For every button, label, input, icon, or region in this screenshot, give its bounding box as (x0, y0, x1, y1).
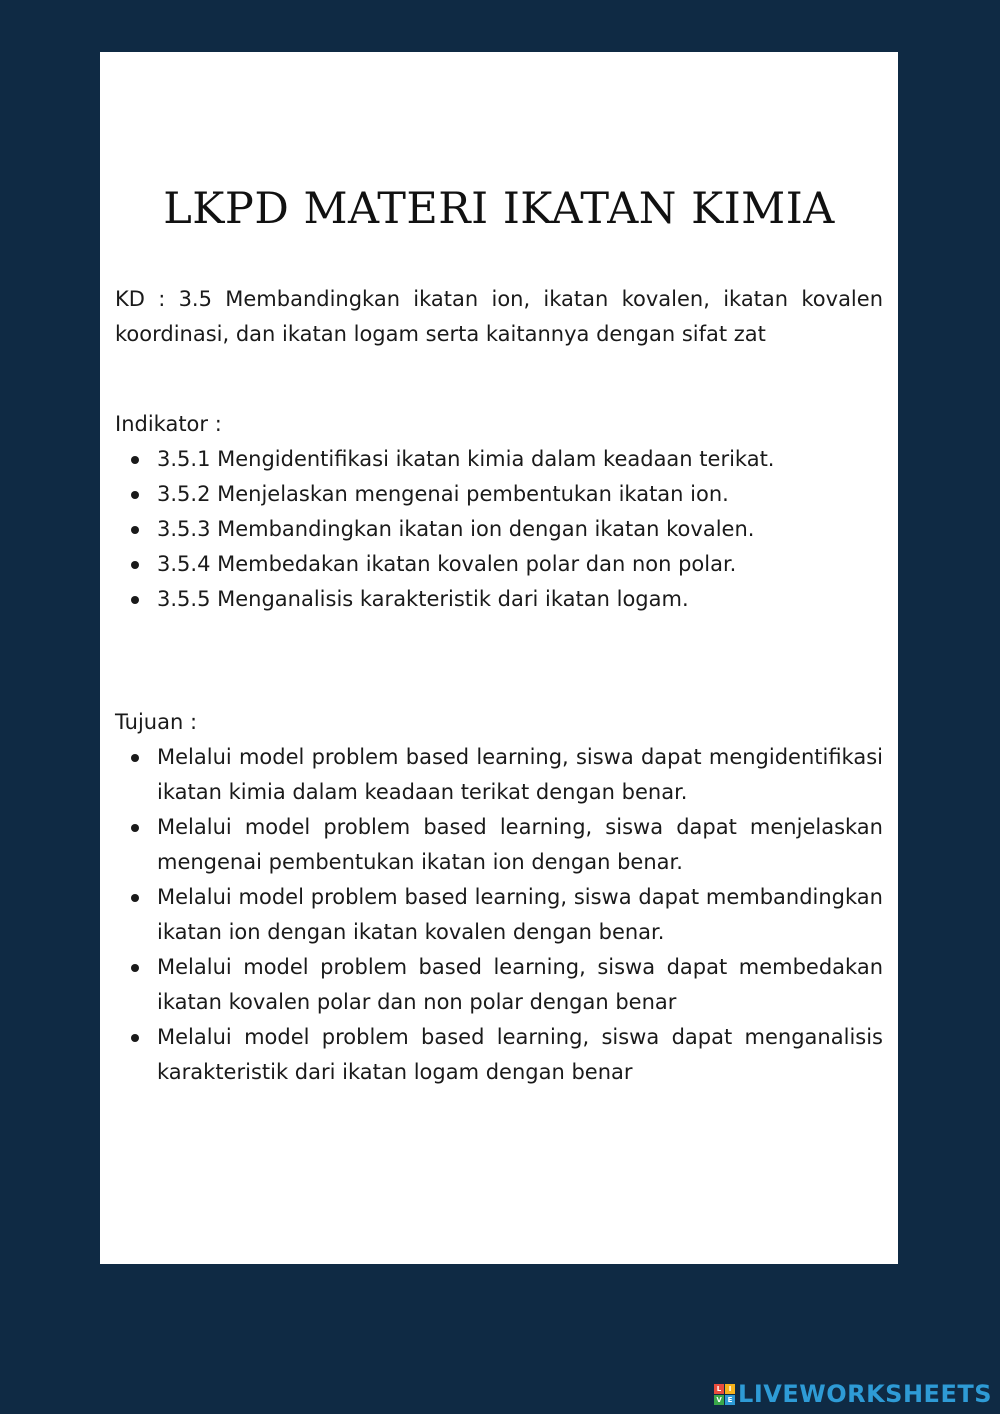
list-item-text: 3.5.1 Mengidentifikasi ikatan kimia dalam keadaan terikat. (157, 447, 775, 471)
list-item-text: Melalui model problem based learning, siswa dapat membedakan ikatan kovalen polar dan non polar dengan benar (157, 955, 883, 1014)
bullet-icon (131, 1034, 139, 1042)
list-item (157, 880, 883, 950)
list-item-text: 3.5.4 Membedakan ikatan kovalen polar dan non polar. (157, 552, 737, 576)
logo-letter: E (725, 1395, 735, 1405)
logo-letter: V (714, 1395, 724, 1405)
list-item-text: 3.5.2 Menjelaskan mengenai pembentukan ikatan ion. (157, 482, 729, 506)
logo-letter: I (725, 1384, 735, 1394)
list-item (157, 740, 883, 810)
tujuan-label: Tujuan : (115, 710, 198, 734)
bullet-icon (131, 894, 139, 902)
worksheet-page (100, 52, 898, 1264)
list-item (157, 512, 883, 547)
list-item (157, 547, 883, 582)
indikator-label: Indikator : (115, 412, 222, 436)
bullet-icon (131, 596, 139, 604)
list-item-text: 3.5.5 Menganalisis karakteristik dari ikatan logam. (157, 587, 689, 611)
bullet-icon (131, 526, 139, 534)
bullet-icon (131, 491, 139, 499)
list-item-text: 3.5.3 Membandingkan ikatan ion dengan ikatan kovalen. (157, 517, 755, 541)
bullet-icon (131, 456, 139, 464)
list-item (157, 442, 883, 477)
indikator-list (115, 442, 883, 617)
page-title: LKPD MATERI IKATAN KIMIA (163, 184, 835, 234)
list-item (157, 582, 883, 617)
logo-letter: L (714, 1384, 724, 1394)
list-item-text: Melalui model problem based learning, siswa dapat menjelaskan mengenai pembentukan ikatan ion dengan benar. (157, 815, 883, 874)
kd-statement: KD : 3.5 Membandingkan ikatan ion, ikatan kovalen, ikatan kovalen koordinasi, dan ikatan logam serta kaitannya dengan sifat zat (115, 287, 883, 346)
bullet-icon (131, 964, 139, 972)
list-item-text: Melalui model problem based learning, siswa dapat mengidentifikasi ikatan kimia dalam keadaan terikat dengan benar. (157, 745, 883, 804)
bullet-icon (131, 754, 139, 762)
tujuan-section (115, 705, 883, 1090)
list-item (157, 950, 883, 1020)
liveworksheets-text: LIVEWORKSHEETS (738, 1380, 992, 1408)
bullet-icon (131, 561, 139, 569)
list-item-text: Melalui model problem based learning, siswa dapat membandingkan ikatan ion dengan ikatan kovalen dengan benar. (157, 885, 883, 944)
tujuan-list (115, 740, 883, 1090)
liveworksheets-watermark[interactable] (714, 1380, 992, 1408)
indikator-section (115, 407, 883, 617)
list-item-text: Melalui model problem based learning, siswa dapat menganalisis karakteristik dari ikatan logam dengan benar (157, 1025, 883, 1084)
list-item (157, 810, 883, 880)
liveworksheets-logo-icon (714, 1384, 735, 1405)
bullet-icon (131, 824, 139, 832)
list-item (157, 477, 883, 512)
list-item (157, 1020, 883, 1090)
